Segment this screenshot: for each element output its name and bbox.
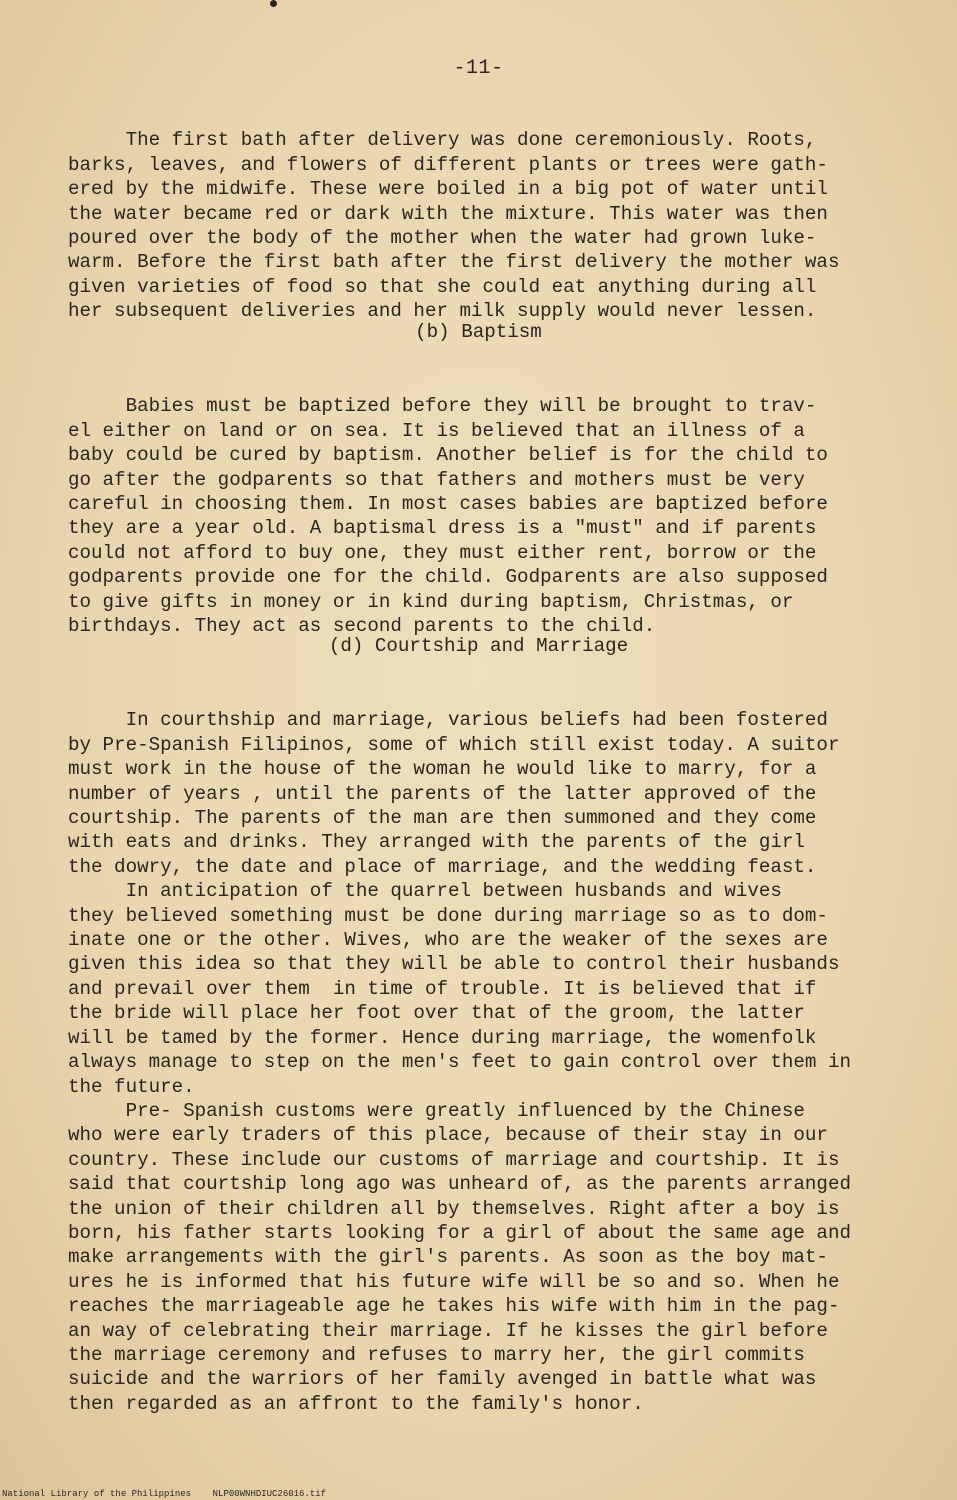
text-line: warm. Before the first bath after the first delivery the mother was xyxy=(68,251,840,274)
text-line: The first bath after delivery was done ceremoniously. Roots, xyxy=(68,129,817,152)
text-line: said that courtship long ago was unheard of, as the parents arranged xyxy=(68,1173,851,1196)
text-line: ures he is informed that his future wife will be so and so. When he xyxy=(68,1270,840,1293)
text-line: inate one or the other. Wives, who are the weaker of the sexes are xyxy=(68,929,828,952)
text-line: the dowry, the date and place of marriage, and the wedding feast. xyxy=(68,855,817,878)
text-line: godparents provide one for the child. Godparents are also supposed xyxy=(68,566,828,589)
text-line: who were early traders of this place, because of their stay in our xyxy=(68,1124,828,1147)
text-line: then regarded as an affront to the family's honor. xyxy=(68,1392,644,1415)
text-line: born, his father starts looking for a girl of about the same age and xyxy=(68,1221,851,1244)
footer-filename: NLP00WNHDIUC26016.tif xyxy=(212,1489,327,1499)
page-number: -11- xyxy=(453,57,504,80)
paragraph-baptism xyxy=(68,370,898,638)
text-line: make arrangements with the girl's parents. As soon as the boy mat- xyxy=(68,1246,828,1269)
text-line: Pre- Spanish customs were greatly influenced by the Chinese xyxy=(68,1099,805,1122)
text-line: and prevail over them in time of trouble. It is believed that if xyxy=(68,977,817,1000)
text-line: careful in choosing them. In most cases babies are baptized before xyxy=(68,493,828,516)
paragraph-first-bath xyxy=(68,104,898,324)
text-line: could not afford to buy one, they must either rent, borrow or the xyxy=(68,541,817,564)
text-line: courtship. The parents of the man are then summoned and they come xyxy=(68,807,817,830)
section-heading-baptism: (b) Baptism xyxy=(415,321,542,343)
text-line: an way of celebrating their marriage. If he kisses the girl before xyxy=(68,1319,828,1342)
text-line: baby could be cured by baptism. Another belief is for the child to xyxy=(68,444,828,467)
text-line: given varieties of food so that she could eat anything during all xyxy=(68,275,817,298)
text-line: given this idea so that they will be able to control their husbands xyxy=(68,953,840,976)
section-heading-courtship: (d) Courtship and Marriage xyxy=(328,635,629,657)
text-line: reaches the marriageable age he takes his wife with him in the pag- xyxy=(68,1295,840,1318)
text-line: the future. xyxy=(68,1075,195,1098)
text-line: they believed something must be done during marriage so as to dom- xyxy=(68,904,828,927)
ink-spot xyxy=(270,0,277,7)
text-line: her subsequent deliveries and her milk supply would never lessen. xyxy=(68,300,817,323)
text-line: barks, leaves, and flowers of different plants or trees were gath- xyxy=(68,153,828,176)
text-line: to give gifts in money or in kind during baptism, Christmas, or xyxy=(68,590,794,613)
text-line: ered by the midwife. These were boiled in a big pot of water until xyxy=(68,178,828,201)
text-line: they are a year old. A baptismal dress is a "must" and if parents xyxy=(68,517,817,540)
text-line: will be tamed by the former. Hence during marriage, the womenfolk xyxy=(68,1026,817,1049)
text-line: by Pre-Spanish Filipinos, some of which still exist today. A suitor xyxy=(68,733,840,756)
paragraph-courtship xyxy=(68,684,898,1416)
text-line: the bride will place her foot over that of the groom, the latter xyxy=(68,1002,805,1025)
text-line: number of years , until the parents of the latter approved of the xyxy=(68,782,817,805)
text-line: birthdays. They act as second parents to the child. xyxy=(68,615,656,638)
text-line: Babies must be baptized before they will be brought to trav- xyxy=(68,395,817,418)
text-line: go after the godparents so that fathers and mothers must be very xyxy=(68,468,805,491)
text-line: suicide and the warriors of her family avenged in battle what was xyxy=(68,1368,817,1391)
text-line: el either on land or on sea. It is believed that an illness of a xyxy=(68,419,805,442)
scan-footer xyxy=(0,1489,957,1499)
text-line: must work in the house of the woman he would like to marry, for a xyxy=(68,758,817,781)
text-line: the union of their children all by themselves. Right after a boy is xyxy=(68,1197,840,1220)
text-line: In anticipation of the quarrel between husbands and wives xyxy=(68,880,782,903)
text-line: country. These include our customs of marriage and courtship. It is xyxy=(68,1148,840,1171)
footer-library: National Library of the Philippines xyxy=(2,1489,192,1499)
text-line: always manage to step on the men's feet to gain control over them in xyxy=(68,1051,851,1074)
text-line: with eats and drinks. They arranged with the parents of the girl xyxy=(68,831,805,854)
text-line: the water became red or dark with the mixture. This water was then xyxy=(68,202,828,225)
text-line: the marriage ceremony and refuses to marry her, the girl commits xyxy=(68,1343,805,1366)
text-line: In courthship and marriage, various beliefs had been fostered xyxy=(68,709,828,732)
text-line: poured over the body of the mother when the water had grown luke- xyxy=(68,227,817,250)
